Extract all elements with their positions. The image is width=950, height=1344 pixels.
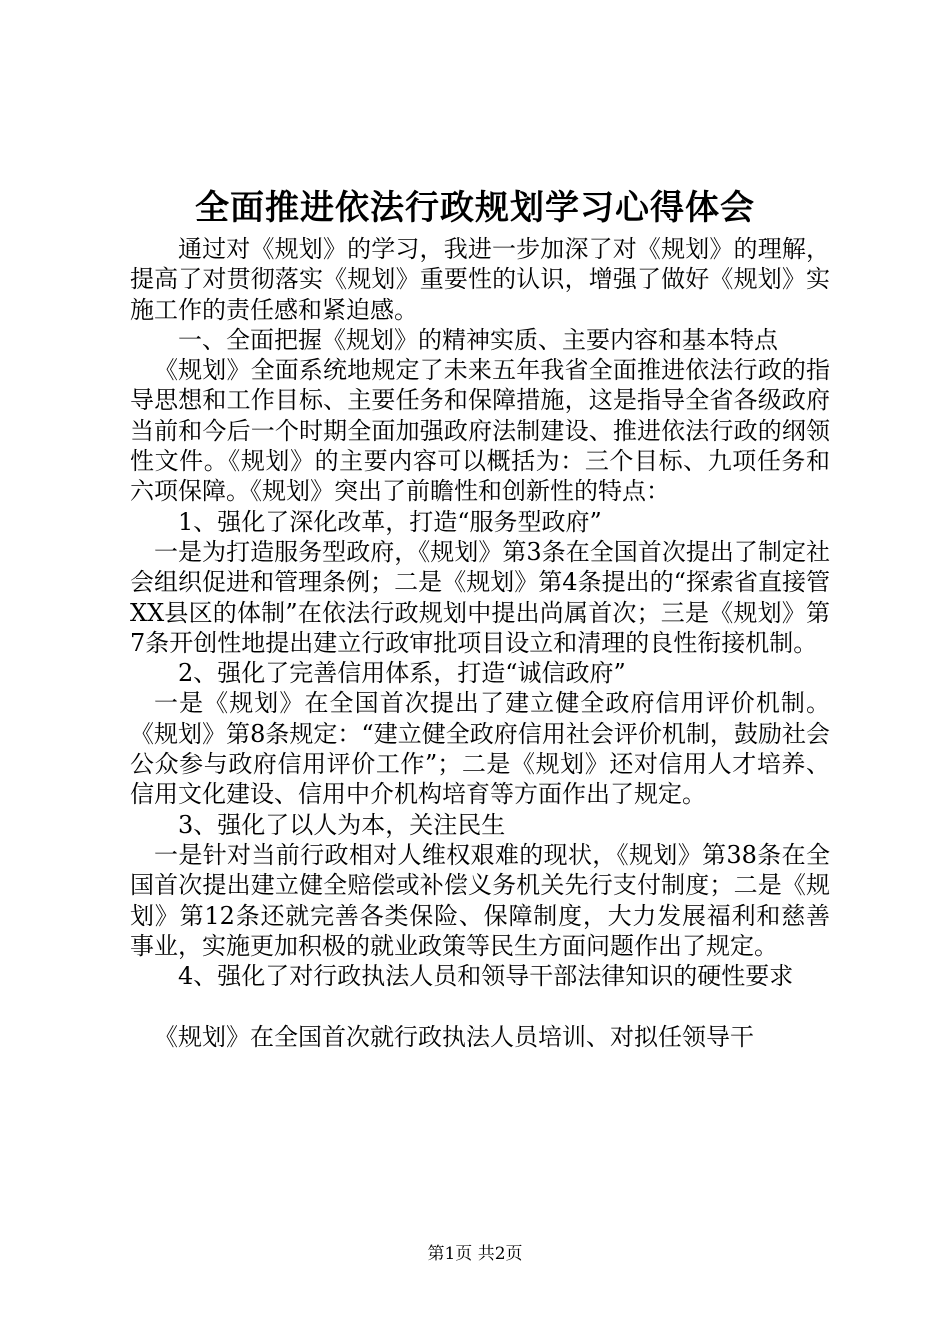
subheading-2: 2、强化了完善信用体系，打造“诚信政府” xyxy=(178,659,626,688)
paragraph-service-government: 一是为打造服务型政府，《规划》第3条在全国首次提出了制定社会组织促进和管理条例；二是《规划》第4条提出的“探索省直接管XX县区的体制”在依法行政规划中提出尚属首次；三是《规划》第7条开创性地提出建立行政审批项目设立和清理的良性衔接机制。 xyxy=(130,537,830,657)
section-heading-1: 一、全面把握《规划》的精神实质、主要内容和基本特点 xyxy=(178,325,778,354)
paragraph-training: 《规划》在全国首次就行政执法人员培训、对拟任领导干 xyxy=(154,1022,754,1051)
paragraph-credit-system: 一是《规划》在全国首次提出了建立健全政府信用评价机制。《规划》第8条规定：“建立健全政府信用社会评价机制，鼓励社会公众参与政府信用评价工作”；二是《规划》还对信用人才培养、信用文化建设、信用中介机构培育等方面作出了规定。 xyxy=(130,689,830,809)
document-body xyxy=(130,234,830,1052)
subheading-4: 4、强化了对行政执法人员和领导干部法律知识的硬性要求 xyxy=(178,962,794,991)
paragraph-livelihood: 一是针对当前行政相对人维权艰难的现状，《规划》第38条在全国首次提出建立健全赔偿或补偿义务机关先行支付制度；二是《规划》第12条还就完善各类保险、保障制度，大力发展福利和慈善事业，实施更加积极的就业政策等民生方面问题作出了规定。 xyxy=(130,840,830,960)
page-title: 全面推进依法行政规划学习心得体会 xyxy=(195,188,755,228)
paragraph-intro: 通过对《规划》的学习，我进一步加深了对《规划》的理解，提高了对贯彻落实《规划》重要性的认识，增强了做好《规划》实施工作的责任感和紧迫感。 xyxy=(130,235,830,324)
subheading-3: 3、强化了以人为本，关注民生 xyxy=(178,810,506,839)
paragraph-summary: 《规划》全面系统地规定了未来五年我省全面推进依法行政的指导思想和工作目标、主要任务和保障措施，这是指导全省各级政府当前和今后一个时期全面加强政府法制建设、推进依法行政的纲领性文件。《规划》的主要内容可以概括为：三个目标、九项任务和六项保障。《规划》突出了前瞻性和创新性的特点： xyxy=(130,356,830,506)
page-footer: 第1页 共2页 xyxy=(427,1244,523,1264)
subheading-1: 1、强化了深化改革，打造“服务型政府” xyxy=(178,507,602,536)
